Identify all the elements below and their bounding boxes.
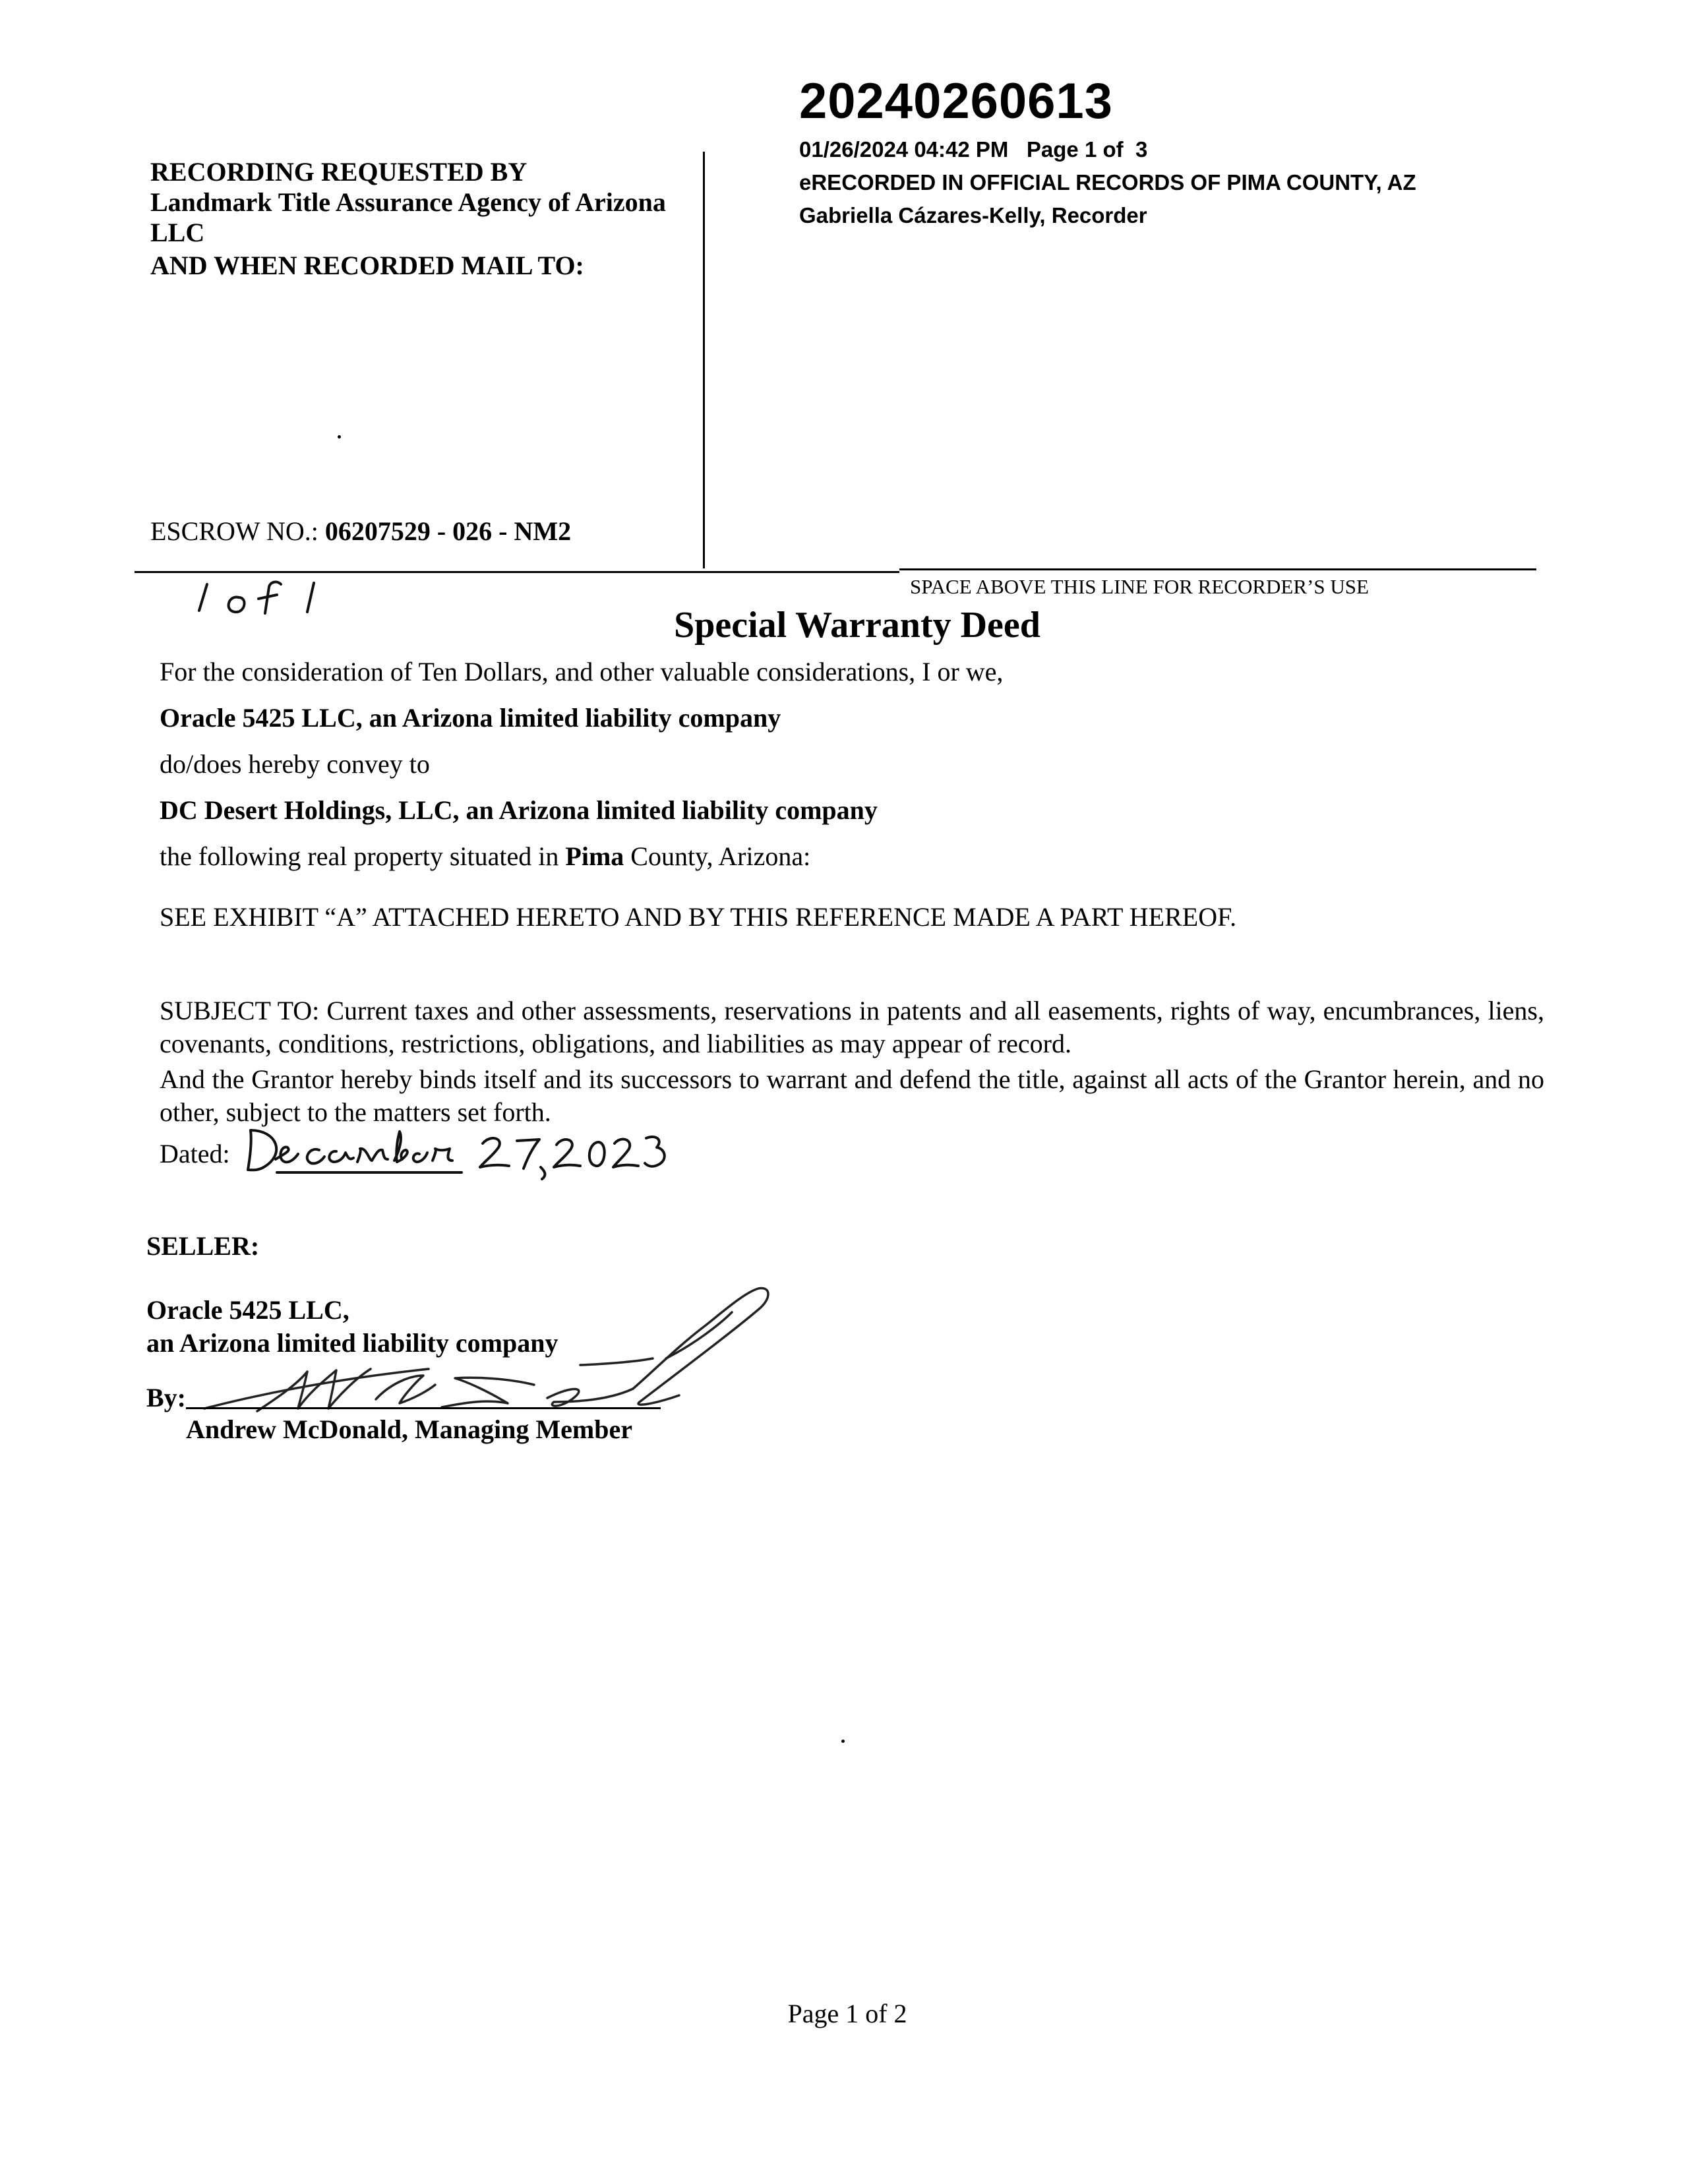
property-location <box>160 840 1544 873</box>
deed-title: Special Warranty Deed <box>674 605 1040 646</box>
signer-name: Andrew McDonald, Managing Member <box>186 1414 632 1444</box>
recording-requested-block <box>150 157 691 281</box>
page-indicator: Page 1 of 2 <box>787 1999 907 2028</box>
grantee-name: DC Desert Holdings, LLC, an Arizona limited liability company <box>160 795 878 825</box>
mail-to-label: AND WHEN RECORDED MAIL TO: <box>150 251 584 280</box>
exhibit-reference: SEE EXHIBIT “A” ATTACHED HERETO AND BY THIS REFERENCE MADE A PART HEREOF. <box>160 902 1237 932</box>
escrow-number: 06207529 - 026 - NM2 <box>324 516 572 546</box>
document-number: 20240260613 <box>799 73 1113 129</box>
dated-label: Dated: <box>160 1139 230 1168</box>
recorded-in-line: eRECORDED IN OFFICIAL RECORDS OF PIMA COUNTY, AZ <box>799 170 1416 195</box>
seller-signature <box>178 1286 785 1418</box>
stray-mark <box>841 1740 845 1743</box>
property-prefix: the following real property situated in <box>160 841 566 871</box>
recorder-name: Gabriella Cázares-Kelly, Recorder <box>799 203 1147 228</box>
seller-name-line1: Oracle 5425 LLC, <box>146 1295 349 1325</box>
space-above-note: SPACE ABOVE THIS LINE FOR RECORDER’S USE <box>910 575 1369 598</box>
convey-text: do/does hereby convey to <box>160 749 430 779</box>
handwritten-date <box>237 1121 673 1180</box>
escrow-number-line <box>150 516 571 547</box>
header-divider <box>703 152 705 568</box>
escrow-label: ESCROW NO.: <box>150 516 318 546</box>
recorder-line-right <box>899 568 1536 570</box>
stray-mark <box>338 435 341 439</box>
seller-name-line2: an Arizona limited liability company <box>146 1328 558 1358</box>
by-label: By: <box>146 1383 186 1412</box>
seller-label: SELLER: <box>146 1231 260 1261</box>
recorded-datetime: 01/26/2024 04:42 PM Page 1 of 3 <box>799 137 1148 162</box>
recording-requested-by: Landmark Title Assurance Agency of Arizona LLC <box>150 187 666 247</box>
warranty-clause: And the Grantor hereby binds itself and its successors to warrant and defend the title, against all acts of the Grantor herein, and no other, subject to the matters set forth. <box>160 1064 1544 1127</box>
grantor-name: Oracle 5425 LLC, an Arizona limited liability company <box>160 703 781 733</box>
property-suffix: County, Arizona: <box>624 841 811 871</box>
recording-requested-label: RECORDING REQUESTED BY <box>150 157 528 187</box>
subject-to-clause: SUBJECT TO: Current taxes and other assessments, reservations in patents and all easements, rights of way, encumbrances, liens, covenants, conditions, restrictions, obligations, and liabilities as may appear of record. <box>160 996 1544 1058</box>
consideration-text: For the consideration of Ten Dollars, and other valuable considerations, I or we, <box>160 657 1004 686</box>
signature-line <box>186 1407 661 1409</box>
property-county: Pima <box>565 841 624 871</box>
